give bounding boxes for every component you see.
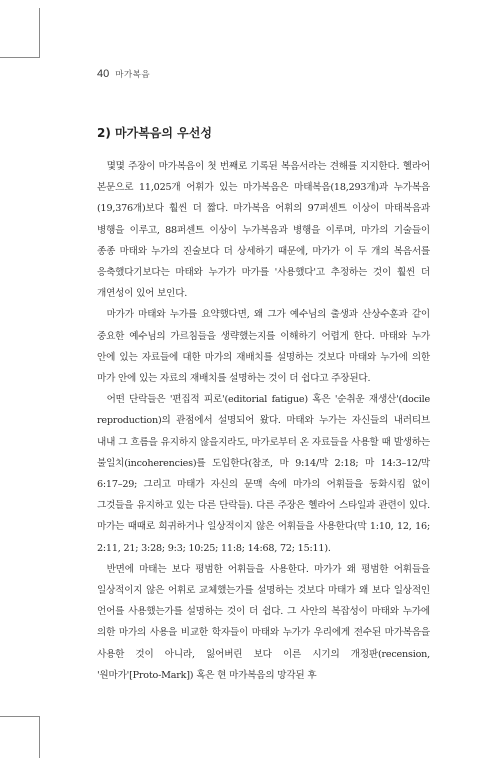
page-number: 40 xyxy=(97,68,110,80)
paragraph-1: 몇몇 주장이 마가복음이 첫 번째로 기록된 복음서라는 견해를 지지한다. 헬라어 본문으로 11,025개 어휘가 있는 마가복음은 마태복음(18,293개)과 누가복음(19,376개)보다 훨씬 더 짧다. 마가복음 어휘의 97퍼센트 이상이 마태복음과 병행을 이루고, 88퍼센트 이상이 누가복음과 병행을 이루며, 마가의 기술들이 종종 마태와 누가의 진술보다 더 상세하기 때문에, 마가가 이 두 개의 복음서를 응축했다기보다는 마태와 누가가 마가를 '사용했다'고 추정하는 것이 훨씬 더 개연성이 있어 보인다. xyxy=(97,161,430,300)
crop-mark-top-left-horizontal xyxy=(0,57,40,58)
paragraph-2: 마가가 마태와 누가를 요약했다면, 왜 그가 예수님의 출생과 산상수훈과 같이 중요한 예수님의 가르침들을 생략했는지를 이해하기 어렵게 한다. 마태와 누가 안에 있는 자료들에 대한 마가의 재배치를 설명하는 것보다 마태와 누가에 의한 마가 안에 있는 자료의 재배치를 설명하는 것이 더 쉽다고 주장된다. xyxy=(97,309,430,385)
section-heading: 2) 마가복음의 우선성 xyxy=(97,126,212,140)
body-text xyxy=(97,156,430,686)
paragraph-4: 반면에 마태는 보다 평범한 어휘들을 사용한다. 마가가 왜 평범한 어휘들을 일상적이지 않은 어휘로 교체했는가를 설명하는 것보다 마태가 왜 보다 일상적인 언어를 사용했는가를 설명하는 것이 더 쉽다. 그 사안의 복잡성이 마태와 누가에 의한 마가의 사용을 비교한 학자들이 마태와 누가가 우리에게 전수된 마가복음을 사용한 것이 아니라, 잃어버린 보다 이른 시기의 개정판(recension, '원마가'[Proto-Mark]) 혹은 현 마가복음의 망각된 후 xyxy=(97,563,430,681)
paragraph-3: 어떤 단락들은 '편집적 피로'(editorial fatigue) 혹은 '순취운 재생산'(docile reproduction)의 관점에서 설명되어 왔다. 마태와 누가는 자신들의 내러티브 내내 그 흐름을 유지하지 않을지라도, 마가로부터 온 자료들을 사용할 때 발생하는 불일치(incoherencies)를 도입한다(참조, 마 9:14/막 2:18; 마 14:3–12/막 6:17–29; 그리고 마태가 자신의 문맥 속에 마가의 어휘들을 동화시킴 없이 그것들을 유지하고 있는 다른 단락들). 다른 주장은 헬라어 스타일과 관련이 있다. 마가는 때때로 희귀하거나 일상적이지 않은 어휘들을 사용한다(막 1:10, 12, 16; 2:11, 21; 3:28; 9:3; 10:25; 11:8; 14:68, 72; 15:11). xyxy=(97,394,430,554)
crop-mark-bottom-left-horizontal xyxy=(0,716,40,717)
running-title: 마가복음 xyxy=(115,69,151,79)
page-header xyxy=(97,68,150,80)
crop-mark-bottom-left-vertical xyxy=(39,716,40,758)
crop-mark-top-left-vertical xyxy=(39,8,40,58)
